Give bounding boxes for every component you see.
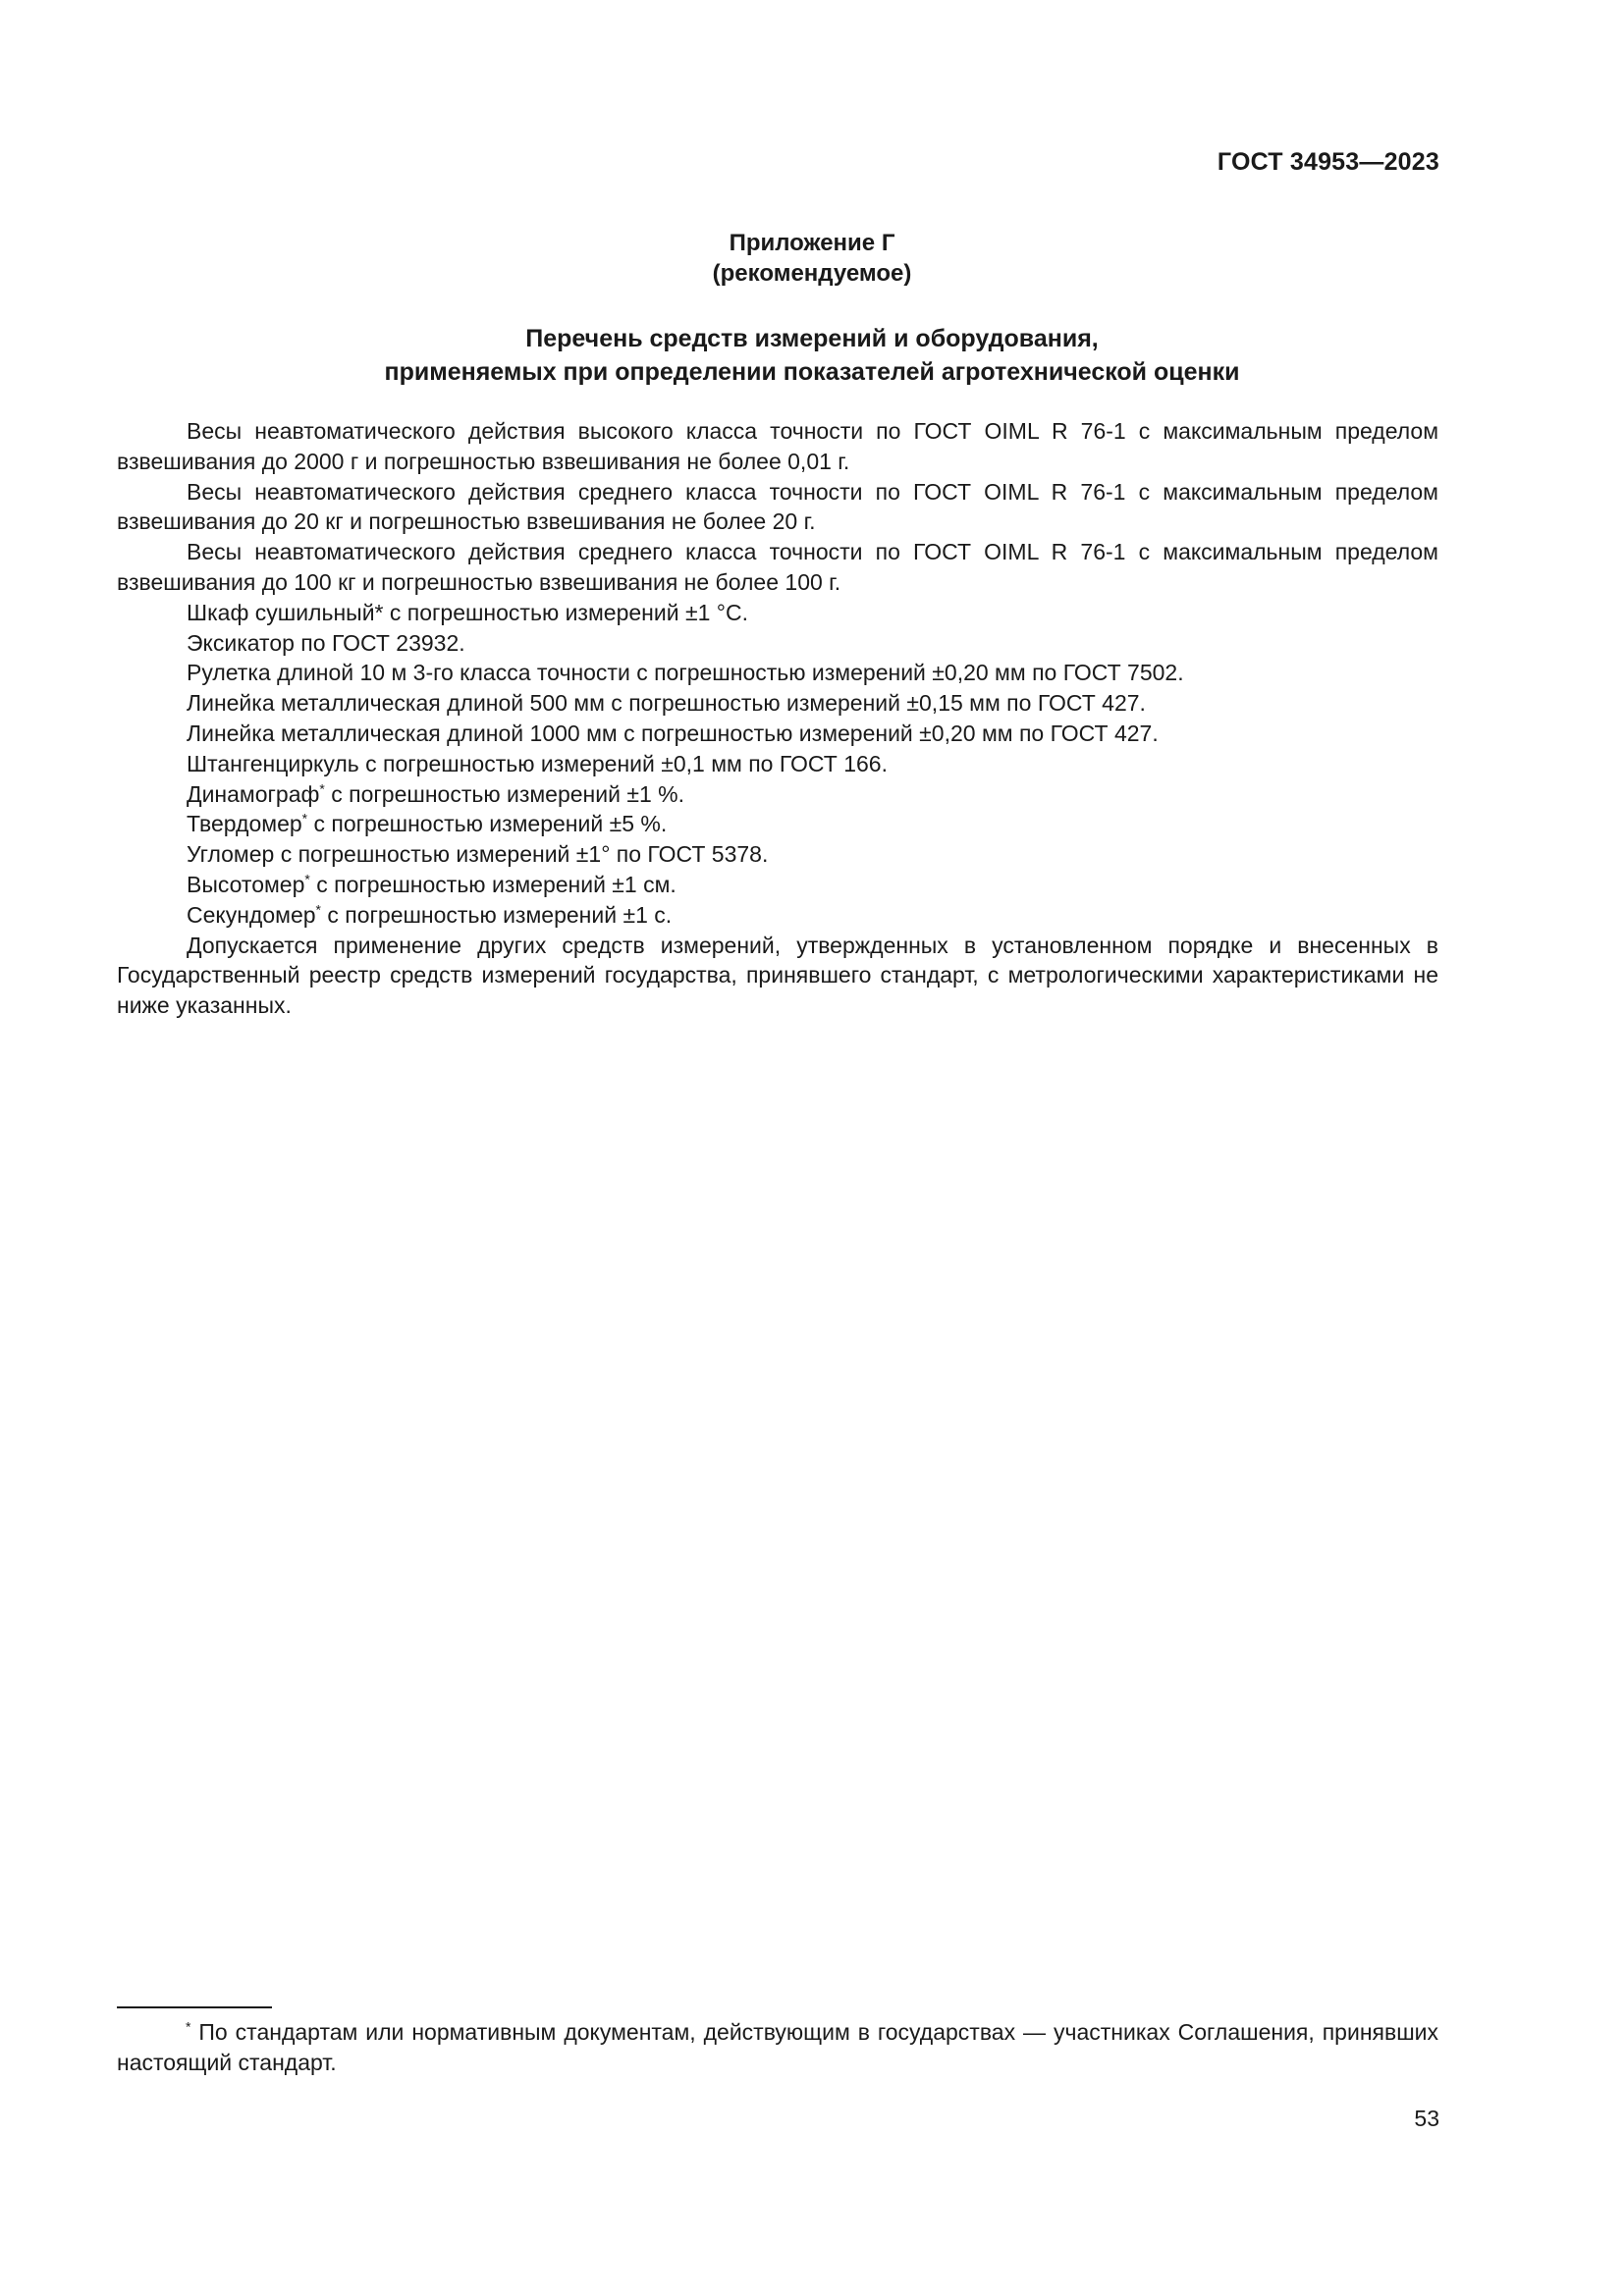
title-line-2: применяемых при определении показателей агротехнической оценки: [384, 358, 1240, 386]
instrument-list: [117, 416, 1438, 1021]
footnote-marker: *: [186, 2018, 191, 2035]
list-item: Линейка металлическая длиной 1000 мм с погрешностью измерений ±0,20 мм по ГОСТ 427.: [187, 720, 1159, 746]
list-item: Угломер с погрешностью измерений ±1° по ГОСТ 5378.: [187, 841, 769, 868]
appendix-title: [0, 322, 1624, 389]
document-designation: ГОСТ 34953—2023: [1217, 148, 1439, 176]
list-item: Штангенциркуль с погрешностью измерений ±0,1 мм по ГОСТ 166.: [187, 750, 888, 776]
page-number: 53: [1414, 2106, 1439, 2131]
footnote-marker: *: [304, 871, 310, 887]
footnote: [117, 2017, 1438, 2078]
list-item: Рулетка длиной 10 м 3-го класса точности с погрешностью измерений ±0,20 мм по ГОСТ 7502.: [187, 660, 1184, 686]
footnote-marker: *: [319, 779, 325, 796]
list-item: Секундомер* с погрешностью измерений ±1 с.: [187, 901, 673, 928]
list-item: Твердомер* с погрешностью измерений ±5 %.: [187, 810, 668, 837]
list-item: Эксикатор по ГОСТ 23932.: [187, 629, 465, 656]
footnote-separator: [117, 2006, 272, 2008]
footnote-marker: *: [315, 901, 321, 918]
appendix-label: Приложение Г: [729, 230, 895, 256]
list-item: Высотомер* с погрешностью измерений ±1 см.: [187, 871, 677, 897]
list-item: Весы неавтоматического действия среднего класса точности по ГОСТ OIML R 76-1 с максимальным пределом взвешивания до 20 кг и погрешностью взвешивания не более 20 г.: [117, 478, 1438, 535]
list-item: Динамограф* с погрешностью измерений ±1 %.: [187, 779, 684, 807]
list-item: Весы неавтоматического действия среднего класса точности по ГОСТ OIML R 76-1 с максимальным пределом взвешивания до 100 кг и погрешностью взвешивания не более 100 г.: [117, 539, 1438, 595]
list-item: Линейка металлическая длиной 500 мм с погрешностью измерений ±0,15 мм по ГОСТ 427.: [187, 690, 1146, 717]
footnote-marker: *: [301, 810, 308, 827]
appendix-heading: [0, 228, 1624, 289]
appendix-status: (рекомендуемое): [712, 260, 912, 287]
list-item: Весы неавтоматического действия высокого класса точности по ГОСТ OIML R 76-1 с максимальным пределом взвешивания до 2000 г и погрешностью взвешивания не более 0,01 г.: [117, 418, 1438, 474]
list-item: Шкаф сушильный* с погрешностью измерений ±1 °С.: [187, 599, 748, 625]
title-line-1: Перечень средств измерений и оборудования,: [525, 325, 1099, 352]
closing-paragraph: Допускается применение других средств измерений, утвержденных в установленном порядке и внесенных в Государственный реестр средств измерений государства, принявшего стандарт, с метрологическими характеристиками не ниже указанных.: [117, 932, 1438, 1019]
footnote-text: По стандартам или нормативным документам, действующим в государствах — участниках Соглашения, принявших настоящий стандарт.: [117, 2019, 1438, 2075]
